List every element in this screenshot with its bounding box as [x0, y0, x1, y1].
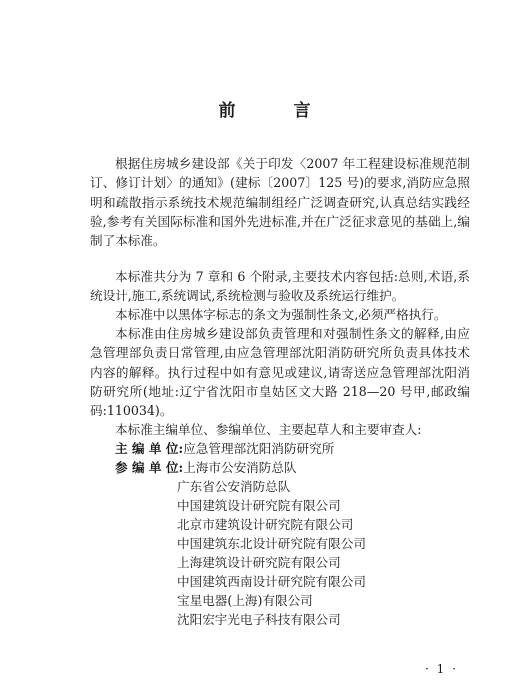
participants-label: 参 编 单 位: [115, 460, 184, 475]
paragraph-contributors-intro: 本标准主编单位、参编单位、主要起草人和主要审查人: [115, 422, 422, 437]
participant-org: 宝星电器(上海)有限公司 [177, 593, 313, 608]
paragraph-mandatory: 本标准中以黑体字标志的条文为强制性条文,必须严格执行。 [115, 307, 447, 322]
paragraph-basis: 根据住房城乡建设部《关于印发〈2007 年工程建设标准规范制订、修订计划〉的通知》(建标〔2007〕125 号)的要求,消防应急照明和疏散指示系统技术规范编制组经广泛调查研究,认真总结实践经验,参考有关国际标准和国外先进标准,并在广泛征求意见的基础上,编制了本标准。 [90, 156, 470, 249]
chief-editor-org: 应急管理部沈阳消防研究所 [183, 441, 335, 456]
page-title: 前 言 [218, 101, 337, 121]
participant-org: 中国建筑西南设计研究院有限公司 [177, 574, 366, 589]
chief-editor-label: 主 编 单 位: [115, 441, 184, 456]
participant-org: 中国建筑东北设计研究院有限公司 [177, 536, 366, 551]
participant-org: 中国建筑设计研究院有限公司 [177, 498, 341, 513]
participants-row [115, 458, 297, 477]
participant-org: 上海市公安消防总队 [183, 460, 297, 475]
participant-org: 广东省公安消防总队 [177, 479, 291, 494]
paragraph-contents: 本标准共分为 7 章和 6 个附录,主要技术内容包括:总则,术语,系统设计,施工,系统调试,系统检测与验收及系统运行维护。 [90, 269, 470, 304]
participant-org: 沈阳宏宇光电子科技有限公司 [177, 612, 341, 627]
paragraph-management: 本标准由住房城乡建设部负责管理和对强制性条文的解释,由应急管理部负责日常管理,由应急管理部沈阳消防研究所负责具体技术内容的解释。执行过程中如有意见或建议,请寄送应急管理部沈阳消防研究所(地址:辽宁省沈阳市皇姑区文大路 218—20 号甲,邮政编码:110034)。 [90, 326, 470, 419]
participant-org: 上海建筑设计研究院有限公司 [177, 555, 341, 570]
chief-editor-row [115, 439, 334, 458]
participant-org: 北京市建筑设计研究院有限公司 [177, 517, 354, 532]
page-number: · 1 · [425, 662, 458, 676]
